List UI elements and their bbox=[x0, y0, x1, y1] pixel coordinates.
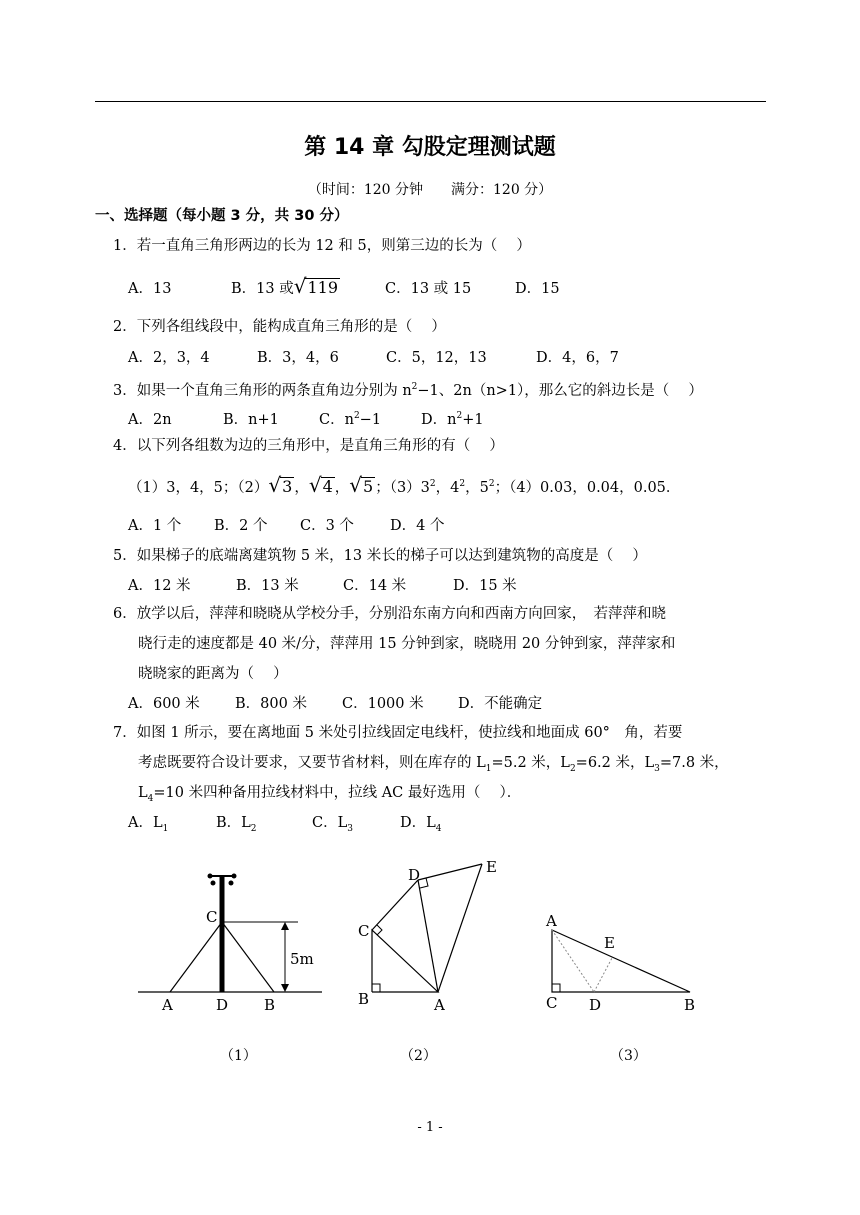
option-b-text: B．13 或 bbox=[231, 281, 294, 297]
item-text: ；（4）0.03，0.04，0.05． bbox=[494, 479, 681, 496]
option-b: B．n+1 bbox=[223, 411, 279, 428]
subscript: 3 bbox=[654, 763, 660, 774]
question-5-options bbox=[128, 576, 517, 596]
question-6-stem-line1: 6．放学以后，萍萍和晓晓从学校分手，分别沿东南方向和西南方向回家， 若萍萍和晓 bbox=[113, 606, 666, 622]
label-c: C bbox=[546, 994, 558, 1012]
insulator bbox=[232, 874, 237, 879]
option-d: D．15 bbox=[515, 281, 560, 297]
subscript: 4 bbox=[147, 793, 154, 804]
radicand: 3 bbox=[282, 476, 293, 496]
radical-sign: √ bbox=[349, 472, 363, 497]
option-a bbox=[128, 813, 216, 839]
header-rule bbox=[95, 101, 766, 102]
question-4-stem: 4．以下列各组数为边的三角形中，是直角三角形的有（ ） bbox=[113, 438, 504, 454]
label-b: B bbox=[358, 990, 370, 1008]
section-heading: 一、选择题（每小题 3 分，共 30 分） bbox=[95, 208, 349, 224]
superscript: 2 bbox=[488, 479, 495, 489]
page-number: - 1 - bbox=[417, 1120, 443, 1135]
subscript: 1 bbox=[485, 763, 492, 774]
subscript: 3 bbox=[347, 823, 353, 834]
stem-part: 3．如果一个直角三角形的两条直角边分别为 n bbox=[113, 382, 412, 399]
option-c: C．14 米 bbox=[343, 578, 407, 594]
figure-3-triangle bbox=[538, 906, 718, 1016]
page-title: 第 14 章 勾股定理测试题 bbox=[304, 135, 556, 160]
label-a: A bbox=[162, 996, 173, 1014]
question-7-stem-line1: 7．如图 1 所示，要在离地面 5 米处引拉线固定电线杆，使拉线和地面成 60° 角，若要 bbox=[113, 725, 683, 741]
option-c: C．3 个 bbox=[300, 518, 354, 534]
item-text: ；（3）3 bbox=[375, 479, 430, 496]
radical-sign: √ bbox=[268, 472, 282, 497]
label-d: D bbox=[216, 996, 229, 1014]
question-3-stem bbox=[113, 377, 703, 401]
item-text: ，4 bbox=[435, 479, 460, 496]
option-d-tail: +1 bbox=[462, 411, 484, 428]
option-c-text: C．L bbox=[312, 815, 348, 831]
option-b: B．13 米 bbox=[236, 578, 299, 594]
radical-sign: √ bbox=[308, 472, 322, 497]
option-d: D．4 个 bbox=[390, 518, 445, 534]
label-a: A bbox=[546, 912, 557, 930]
arrow-head-up bbox=[281, 922, 289, 930]
question-7-stem-line3 bbox=[138, 783, 521, 809]
insulator bbox=[211, 881, 216, 886]
figure-1-pole bbox=[130, 860, 330, 1020]
option-c bbox=[312, 813, 400, 839]
stem-part: L bbox=[138, 785, 148, 801]
option-c: C．13 或 15 bbox=[385, 281, 472, 297]
stem-part: =7.8 米， bbox=[659, 755, 729, 771]
superscript: 2 bbox=[459, 479, 466, 489]
segment-ea bbox=[438, 864, 482, 992]
option-d bbox=[400, 813, 442, 839]
option-c-tail: −1 bbox=[359, 411, 382, 428]
guy-wire-bc bbox=[222, 922, 274, 992]
radicand: 5 bbox=[363, 476, 374, 496]
segment-da bbox=[418, 880, 438, 992]
right-angle-b bbox=[372, 984, 380, 992]
question-4-options bbox=[128, 516, 444, 536]
question-7-stem-line2 bbox=[138, 753, 729, 779]
option-c: C．5，12，13 bbox=[386, 350, 487, 366]
option-d bbox=[421, 406, 484, 430]
option-b bbox=[216, 813, 312, 839]
stem-part: =10 米四种备用拉线材料中，拉线 AC 最好选用（ ）． bbox=[153, 785, 522, 801]
item-text: （1）3，4，5；（2） bbox=[128, 479, 269, 496]
figure-1-caption: （1） bbox=[220, 1048, 257, 1064]
arrow-head-down bbox=[281, 984, 289, 992]
option-b-text: B．L bbox=[216, 815, 251, 831]
label-c: C bbox=[206, 908, 218, 926]
question-2-stem: 2．下列各组线段中，能构成直角三角形的是（ ） bbox=[113, 319, 446, 335]
right-angle-c bbox=[377, 925, 382, 935]
label-a: A bbox=[434, 996, 445, 1014]
question-6-stem-line2: 晓行走的速度都是 40 米/分，萍萍用 15 分钟到家，晓晓用 20 分钟到家，萍萍家和 bbox=[138, 636, 676, 652]
item-text: ，5 bbox=[465, 479, 489, 496]
question-6-options bbox=[128, 694, 542, 714]
option-d: D．4，6，7 bbox=[536, 350, 619, 366]
stem-part: 考虑既要符合设计要求，又要节省材料，则在库存的 L bbox=[138, 755, 486, 771]
subscript: 1 bbox=[162, 823, 169, 834]
option-b: B．2 个 bbox=[214, 518, 268, 534]
option-a: A．13 bbox=[128, 281, 172, 297]
fold-de bbox=[594, 958, 612, 992]
radical-sign: √ bbox=[293, 274, 307, 298]
option-a-text: A．L bbox=[128, 815, 163, 831]
option-a: A．600 米 bbox=[128, 696, 200, 712]
question-1-options bbox=[128, 276, 560, 299]
segment-cd bbox=[372, 880, 418, 930]
option-a: A．2n bbox=[128, 411, 172, 428]
question-3-options bbox=[128, 406, 484, 430]
option-b bbox=[231, 276, 385, 299]
option-b: B．3，4，6 bbox=[257, 350, 339, 366]
question-2-options bbox=[128, 348, 619, 368]
right-angle-c bbox=[552, 984, 560, 992]
question-1-stem: 1．若一直角三角形两边的长为 12 和 5，则第三边的长为（ ） bbox=[113, 238, 531, 254]
page-subtitle: （时间：120 分钟 满分：120 分） bbox=[307, 182, 553, 198]
figure-2-quadrilateral bbox=[350, 852, 520, 1022]
option-b: B．800 米 bbox=[235, 696, 307, 712]
segment-de bbox=[418, 864, 482, 880]
figure-2-caption: （2） bbox=[400, 1048, 437, 1064]
label-d: D bbox=[408, 866, 421, 884]
option-a: A．12 米 bbox=[128, 578, 191, 594]
subscript: 4 bbox=[435, 823, 442, 834]
label-e: E bbox=[486, 858, 497, 876]
subscript: 2 bbox=[569, 763, 576, 774]
superscript: 2 bbox=[353, 411, 360, 421]
option-d-text: D．n bbox=[421, 411, 457, 428]
question-5-stem: 5．如果梯子的底端离建筑物 5 米，13 米长的梯子可以达到建筑物的高度是（ ） bbox=[113, 548, 647, 564]
question-6-stem-line3: 晓晓家的距离为（ ） bbox=[138, 666, 288, 682]
stem-part: =5.2 米，L bbox=[491, 755, 570, 771]
label-b: B bbox=[684, 996, 696, 1014]
label-5m: 5m bbox=[290, 950, 314, 968]
option-d: D．15 米 bbox=[453, 578, 517, 594]
option-d: D．不能确定 bbox=[458, 696, 543, 712]
figure-3-caption: （3） bbox=[610, 1048, 647, 1064]
separator: ， bbox=[334, 479, 350, 496]
superscript: 2 bbox=[411, 382, 418, 392]
question-7-options bbox=[128, 813, 442, 839]
subscript: 2 bbox=[250, 823, 257, 834]
label-c: C bbox=[358, 922, 370, 940]
question-4-items bbox=[128, 474, 680, 498]
option-c-text: C．n bbox=[319, 411, 354, 428]
insulator bbox=[208, 874, 213, 879]
label-d: D bbox=[589, 996, 602, 1014]
label-e: E bbox=[604, 934, 615, 952]
option-a: A．2，3，4 bbox=[128, 350, 210, 366]
superscript: 2 bbox=[429, 479, 436, 489]
stem-part: =6.2 米，L bbox=[575, 755, 655, 771]
option-c bbox=[319, 406, 421, 430]
superscript: 2 bbox=[456, 411, 463, 421]
option-a: A．1 个 bbox=[128, 518, 182, 534]
stem-part: −1、2n（n>1），那么它的斜边长是（ ） bbox=[417, 382, 703, 399]
insulator bbox=[229, 881, 234, 886]
option-d-text: D．L bbox=[400, 815, 436, 831]
radicand: 119 bbox=[307, 278, 339, 297]
option-c: C．1000 米 bbox=[342, 696, 424, 712]
separator: ， bbox=[294, 479, 309, 496]
label-b: B bbox=[264, 996, 276, 1014]
guy-wire-ac bbox=[170, 922, 222, 992]
radicand: 4 bbox=[322, 476, 333, 496]
